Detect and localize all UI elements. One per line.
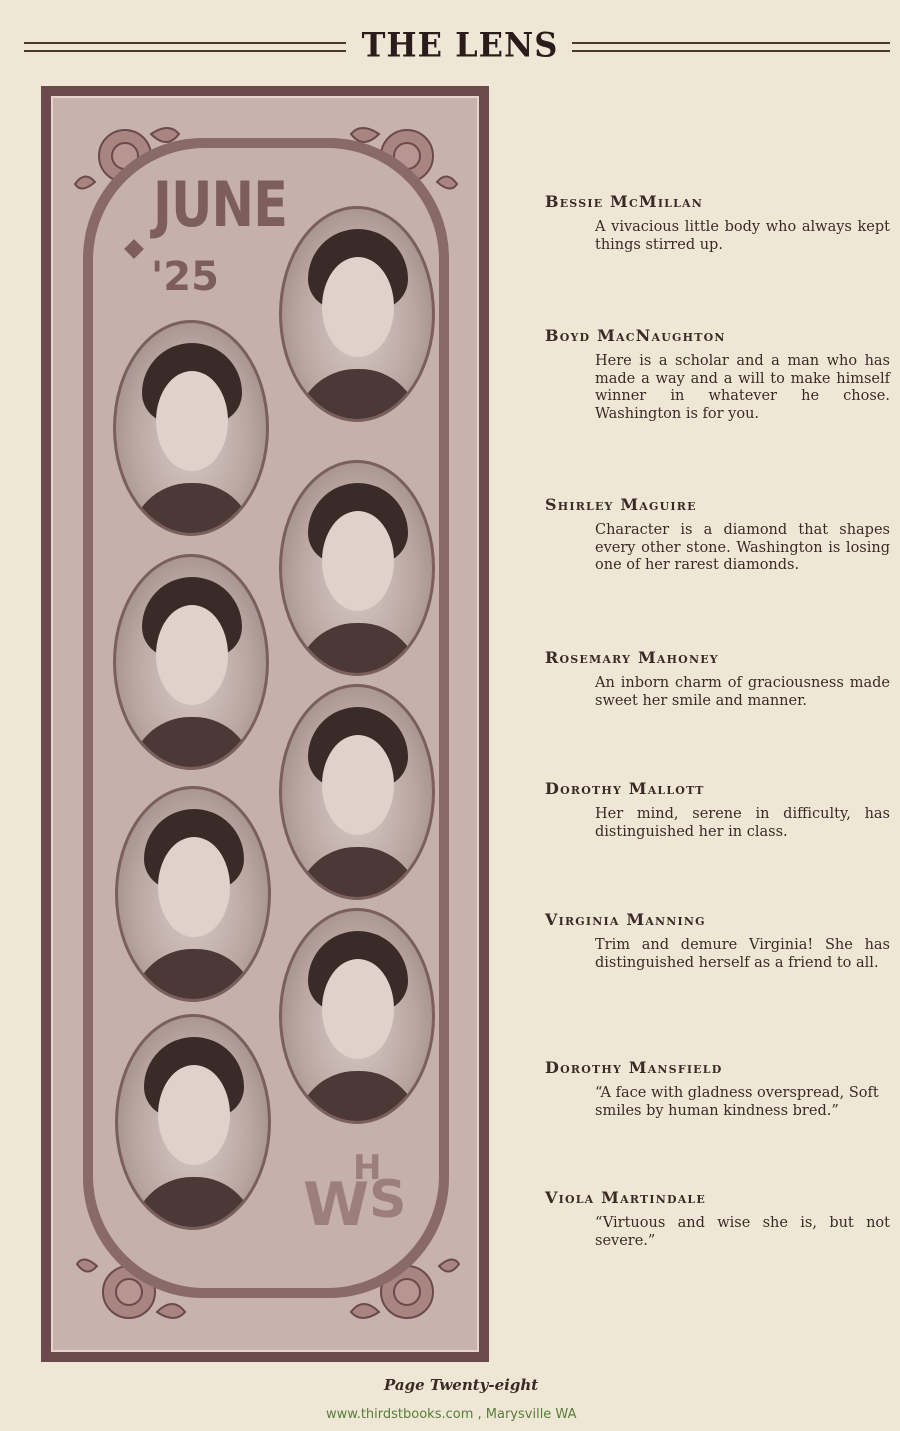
entry-description: “Virtuous and wise she is, but not severe.” xyxy=(595,1215,890,1249)
page-number: Page Twenty-eight xyxy=(384,1376,539,1394)
monogram-w: W xyxy=(303,1170,370,1240)
school-monogram xyxy=(303,1148,413,1238)
class-year: '25 xyxy=(151,254,219,300)
portrait-bessie-mcmillan xyxy=(279,206,435,422)
entry-name: Virginia Manning xyxy=(545,910,706,929)
page-header xyxy=(24,25,890,65)
entry-description: An inborn charm of graciousness made sweet her smile and manner. xyxy=(595,675,890,709)
entry-name: Dorothy Mallott xyxy=(545,779,705,798)
header-rule-right xyxy=(572,42,890,52)
portrait-boyd-macnaughton xyxy=(113,320,269,536)
monogram-s: S xyxy=(369,1170,407,1230)
entry-name: Dorothy Mansfield xyxy=(545,1058,723,1077)
entry-virginia-manning xyxy=(545,910,890,972)
entry-name: Rosemary Mahoney xyxy=(545,648,719,667)
entry-dorothy-mallott xyxy=(545,779,890,841)
entry-dorothy-mansfield xyxy=(545,1058,890,1120)
entry-description: A vivacious little body who always kept things stirred up. xyxy=(595,219,890,253)
class-month: JUNE xyxy=(153,168,288,241)
portrait-virginia-manning xyxy=(115,786,271,1002)
entry-name: Bessie McMillan xyxy=(545,192,704,211)
monogram-h: H xyxy=(353,1148,382,1188)
entry-boyd-macnaughton xyxy=(545,326,890,423)
portrait-shirley-maguire xyxy=(279,460,435,676)
entry-rosemary-mahoney xyxy=(545,648,890,710)
entry-viola-martindale xyxy=(545,1188,890,1250)
publication-title: THE LENS xyxy=(361,25,559,65)
portrait-rosemary-mahoney xyxy=(113,554,269,770)
entry-description: Her mind, serene in difficulty, has distinguished her in class. xyxy=(595,806,890,840)
entry-name: Shirley Maguire xyxy=(545,495,697,514)
entry-description: Trim and demure Virginia! She has distinguished herself as a friend to all. xyxy=(595,937,890,971)
entry-shirley-maguire xyxy=(545,495,890,575)
source-url[interactable]: www.thirdstbooks.com , Marysville WA xyxy=(326,1407,577,1422)
portrait-viola-martindale xyxy=(115,1014,271,1230)
entry-bessie-mcmillan xyxy=(545,192,890,254)
entry-name: Boyd MacNaughton xyxy=(545,326,726,345)
entry-description: Here is a scholar and a man who has made a way and a will to make himself winner in whatever he chose. Washington is for you. xyxy=(595,353,890,422)
entry-description: “A face with gladness overspread, Soft smiles by human kindness bred.” xyxy=(595,1085,879,1119)
photo-panel-inner xyxy=(51,96,479,1352)
photo-panel xyxy=(41,86,489,1362)
entry-name: Viola Martindale xyxy=(545,1188,706,1207)
entry-description: Character is a diamond that shapes every other stone. Washington is losing one of her rarest diamonds. xyxy=(595,522,890,573)
portrait-dorothy-mallott xyxy=(279,684,435,900)
header-rule-left xyxy=(24,42,346,52)
portrait-dorothy-mansfield xyxy=(279,908,435,1124)
